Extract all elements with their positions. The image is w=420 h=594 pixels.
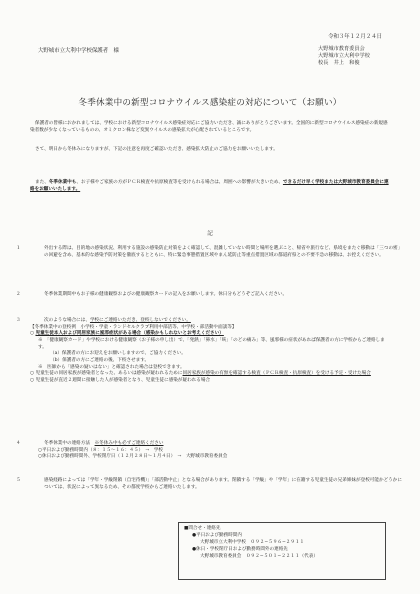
item-4-number: ４ bbox=[16, 441, 21, 446]
case-2-text: 児童生徒の同居家族が感染者となった、あるいは感染が疑われるために bbox=[35, 371, 183, 377]
item-5-text: 感染経路によっては「学年・学級閉鎖（自宅待機）」「部活動中止」となる場合があります。閉鎖する「学級」や「学年」に在籍する児童生徒の兄弟姉妹が登校可能かどうかについては、状況によって異なるため、その都度学校からご連絡いたします。 bbox=[44, 478, 402, 490]
contact-weekday-line: ○平日および勤務時間内（８：１５〜１６：４５） → 学校 bbox=[38, 447, 163, 453]
recipient-line: 大野城市立大利中学校保護者 様 bbox=[38, 48, 119, 54]
item-2-number: ２ bbox=[16, 292, 21, 297]
case-1-note-1: ※ 「健康観察カード」や学校における健康観察（お子様の申し出）で、「発熱」「鼻水」「咳」「のどの痛み」等、風邪様の症状があれば保護者の方に学校からご連絡します。 bbox=[38, 337, 385, 350]
item-4 bbox=[16, 441, 392, 461]
intro-paragraph-3 bbox=[30, 180, 390, 193]
contact-box bbox=[178, 522, 386, 580]
item-3-members: 【冬季休業中の登校例 小学校・学童・ランドセルクラブ利用中部活等、中学校・部活動や面談等】 bbox=[30, 324, 237, 330]
item-1 bbox=[16, 246, 406, 259]
item-3-lead-underlined: 学校にご連絡いただき、登校しないでください。 bbox=[89, 318, 191, 323]
intro-paragraph-1: 保護者の皆様におかれましては、学校における新型コロナウイルス感染症対応にご協力いただき、誠にありがとうございます。全国的に新型コロナウイルス感染症の新規感染者数が少なくなっているものの、オミクロン株など変異ウイルスの感染拡大が心配されているところです。 bbox=[30, 121, 388, 133]
case-3-text: 児童生徒が直近２週間に接触した人が感染者となり、児童生徒に感染が疑われる場合 bbox=[35, 377, 211, 383]
case-1-note-4: ※ 医師から「感染の疑いはない」と確認された場合は登校できます。 bbox=[38, 364, 185, 370]
item-3-number: ３ bbox=[16, 318, 21, 323]
item-1-text: 外出する際は、目的地の感染状況、利用する施設の感染防止対策をよく確認して、混雑していない時間と場所を選ぶこと、帰省や旅行など、県境をまたぐ移動は「三つの密」の回避を含め、基本的な感染予防対策を徹底するとともに、特に緊急事態措置区域やまん延防止等重点措置区域の都道府県との不要不急の移動は、お控えください。 bbox=[44, 246, 403, 258]
intro-p3-b: 冬季休業中も bbox=[48, 180, 77, 185]
contact-holiday-line: ○休日および勤務時間外、学校閉庁日（１２月２８日〜１月４日） → 大野城市教育委員会 bbox=[38, 454, 228, 460]
case-1-text: 児童生徒本人および同居家族に風邪症状がある場合（感染かもしれないとお考えください） bbox=[35, 331, 224, 337]
item-1-number: １ bbox=[16, 246, 21, 251]
case-2-mark: ○ bbox=[30, 371, 35, 377]
item-5 bbox=[16, 478, 406, 491]
item-2-text: 冬季休業期間中もお子様の健康観察およびの健康観察カードの記入をお願いします。休日分もどうぞご記入ください。 bbox=[44, 292, 288, 297]
ki-heading: 記 bbox=[207, 231, 213, 237]
contact-section-holiday: ●休日・学校閉庁日および勤務時間外の連絡先 bbox=[192, 547, 288, 553]
contact-board-phone: 大野城市教育委員会 ０９２−５０１−２２１１（代表） bbox=[200, 554, 318, 560]
contact-heading: ■問合せ・連絡先 bbox=[184, 526, 221, 531]
case-3-mark: ○ bbox=[30, 377, 35, 383]
document-title: 冬季休業中の新型コロナウイルス感染症の対応について（お願い） bbox=[78, 98, 342, 108]
sender-block bbox=[318, 46, 370, 67]
case-2-underlined: 同居家族が感染の有無を確認する検査（ＰＣＲ検査・抗原検査）を受ける予定・受けた場合 bbox=[182, 371, 371, 377]
item-2 bbox=[16, 292, 406, 299]
case-1-note-2: （a）保護者の方にお迎えをお願いしますので、ご協力ください。 bbox=[50, 351, 186, 357]
sender-school: 大野城市立大利中学校 bbox=[318, 53, 370, 60]
contact-section-weekday: ●平日および勤務時間内 bbox=[192, 533, 242, 539]
contact-school-phone: 大野城市立大利中学校 ０９２−５９６−２９１１ bbox=[200, 540, 305, 546]
intro-p3-a: また、 bbox=[35, 180, 49, 185]
sender-principal: 校長 井上 和俊 bbox=[318, 60, 360, 67]
case-1-note-3: （b）保護者の方にご連絡の後、下校させます。 bbox=[50, 357, 150, 363]
case-1-mark: ○ bbox=[30, 331, 35, 337]
intro-paragraph-2: さて、明日から冬休みになりますが、下記の注意を再度ご確認いただき、感染拡大防止のご協力をお願いいたします。 bbox=[35, 147, 278, 152]
sender-board: 大野城市教育委員会 bbox=[318, 46, 365, 52]
item-4-note: ※冬休み中も必ずご連絡ください bbox=[94, 441, 164, 446]
issue-date: 令和３年１２月２４日 bbox=[328, 34, 382, 40]
item-5-number: ５ bbox=[16, 478, 21, 483]
item-4-lead: 冬季休業中の連絡方法 bbox=[44, 441, 90, 446]
intro-p3-emphasis: できるだけ早く学校または大野城市教育委員会に連絡をお願いいたします。 bbox=[30, 180, 389, 192]
item-3-lead: 次のような場合には、 bbox=[44, 318, 90, 323]
item-3 bbox=[16, 318, 392, 385]
intro-p3-c: 、お子様やご家族の方がＰＣＲ検査や抗原検査等を受けられる場合は、周囲への影響が大きいため、 bbox=[76, 180, 283, 185]
